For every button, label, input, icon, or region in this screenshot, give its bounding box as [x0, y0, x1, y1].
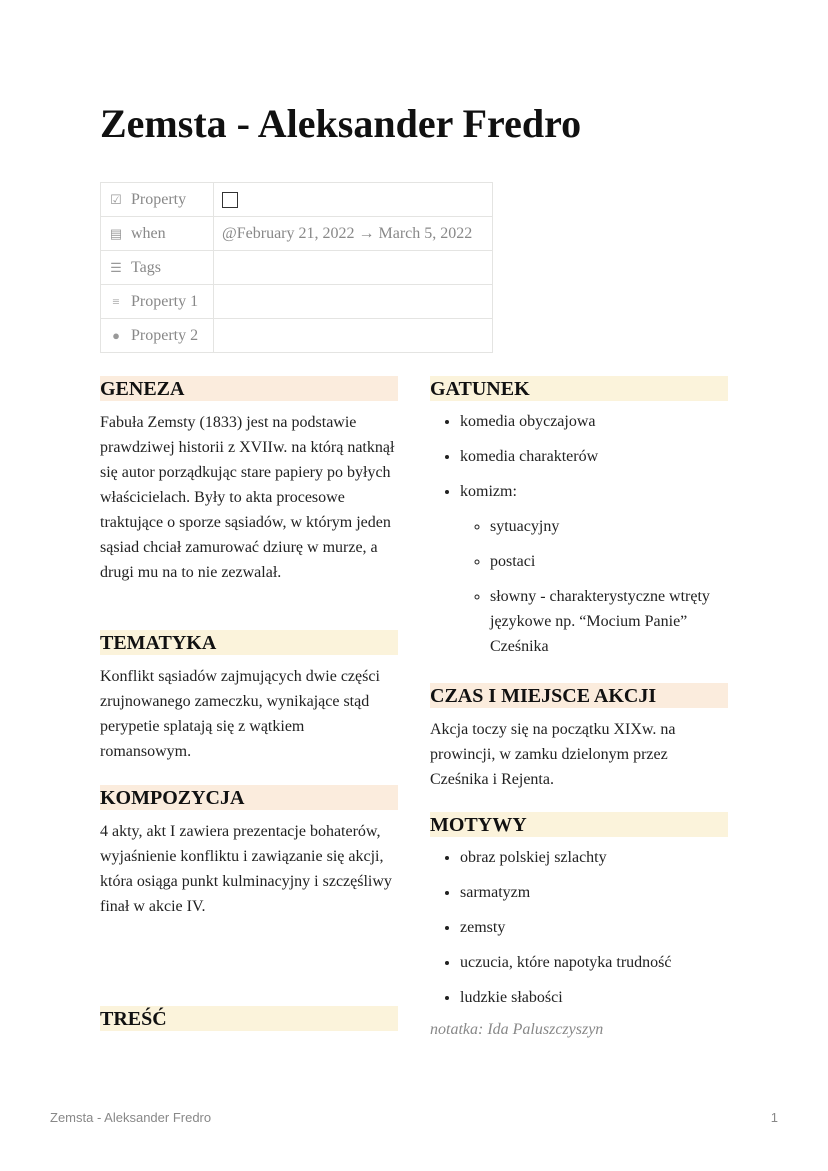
heading-tematyka: TEMATYKA [100, 630, 398, 655]
page-title: Zemsta - Aleksander Fredro [100, 101, 582, 146]
property-name: Tags [131, 258, 161, 276]
heading-tresc: TREŚĆ [100, 1006, 398, 1031]
list-item: • sarmatyzm [460, 880, 728, 905]
when-value[interactable]: @February 21, 2022 → March 5, 2022 [214, 217, 493, 251]
property-1-value[interactable] [214, 285, 493, 319]
section-motywy [430, 812, 728, 1020]
section-geneza [100, 376, 398, 585]
list-item: • zemsty [460, 915, 728, 940]
heading-motywy: MOTYWY [430, 812, 728, 837]
author-note: notatka: Ida Paluszczyszyn [430, 1021, 604, 1038]
calendar-icon: ▤ [109, 225, 123, 241]
checkbox-icon: ☑ [110, 191, 122, 207]
property-name: Property 2 [131, 326, 199, 344]
gatunek-list [430, 409, 728, 659]
footer-page-number: 1 [770, 1110, 778, 1125]
section-kompozycja [100, 785, 398, 919]
sublist-item: ◦ słowny - charakterystyczne wtręty językowe np. “Mocium Panie” Cześnika [490, 584, 728, 659]
property-name: Property [131, 190, 187, 208]
heading-czas: CZAS I MIEJSCE AKCJI [430, 683, 728, 708]
footer-title: Zemsta - Aleksander Fredro [50, 1110, 212, 1125]
list-item: • obraz polskiej szlachty [460, 845, 728, 870]
kompozycja-text: 4 akty, akt I zawiera prezentacje bohaterów, wyjaśnienie konfliktu i zawiązanie się akcji, która osiąga punkt kulminacyjny i szczęśliwy finał w akcie IV. [100, 823, 392, 915]
tematyka-text: Konflikt sąsiadów zajmujących dwie części zrujnowanego zameczku, wynikające stąd perypetie splatają się z wątkiem romansowym. [100, 668, 380, 760]
sublist-item: ◦ sytuacyjny [490, 514, 728, 539]
sublist-item: ◦ postaci [490, 549, 728, 574]
property-2-value[interactable] [214, 319, 493, 353]
property-checkbox[interactable] [222, 192, 238, 208]
property-row [101, 217, 493, 251]
heading-gatunek: GATUNEK [430, 376, 728, 401]
section-tresc [100, 1006, 398, 1031]
geneza-text: Fabuła Zemsty (1833) jest na podstawie prawdziwej historii z XVIIw. na którą natknął się autor porządkując stare papiery po byłych właścicielach. Były to akta procesowe traktujące o sporze sąsiadów, w którym jeden sąsiad chciał zamurować dziurę w murze, a drugi mu na to nie zezwalał. [100, 414, 395, 581]
list-item: • uczucia, które napotyka trudność [460, 950, 728, 975]
list-icon: ☰ [110, 259, 122, 275]
komizm-sublist [460, 514, 728, 659]
section-czas [430, 683, 728, 792]
property-row [101, 183, 493, 217]
heading-kompozycja: KOMPOZYCJA [100, 785, 398, 810]
property-row [101, 319, 493, 353]
property-name: Property 1 [131, 292, 199, 310]
list-item: • ludzkie słabości [460, 985, 728, 1010]
section-gatunek [430, 376, 728, 669]
list-item: • komedia charakterów [460, 444, 728, 469]
property-row [101, 251, 493, 285]
property-name: when [131, 224, 166, 242]
select-icon: ● [112, 327, 120, 343]
list-item [460, 479, 728, 659]
list-item-label: komizm: [460, 483, 517, 500]
properties-table [100, 182, 493, 353]
list-item: • komedia obyczajowa [460, 409, 728, 434]
heading-geneza: GENEZA [100, 376, 398, 401]
property-row [101, 285, 493, 319]
tags-value[interactable] [214, 251, 493, 285]
text-icon: ≡ [112, 293, 120, 309]
motywy-list [430, 845, 728, 1010]
czas-text: Akcja toczy się na początku XIXw. na prowincji, w zamku dzielonym przez Cześnika i Rejenta. [430, 721, 676, 788]
section-tematyka [100, 630, 398, 764]
